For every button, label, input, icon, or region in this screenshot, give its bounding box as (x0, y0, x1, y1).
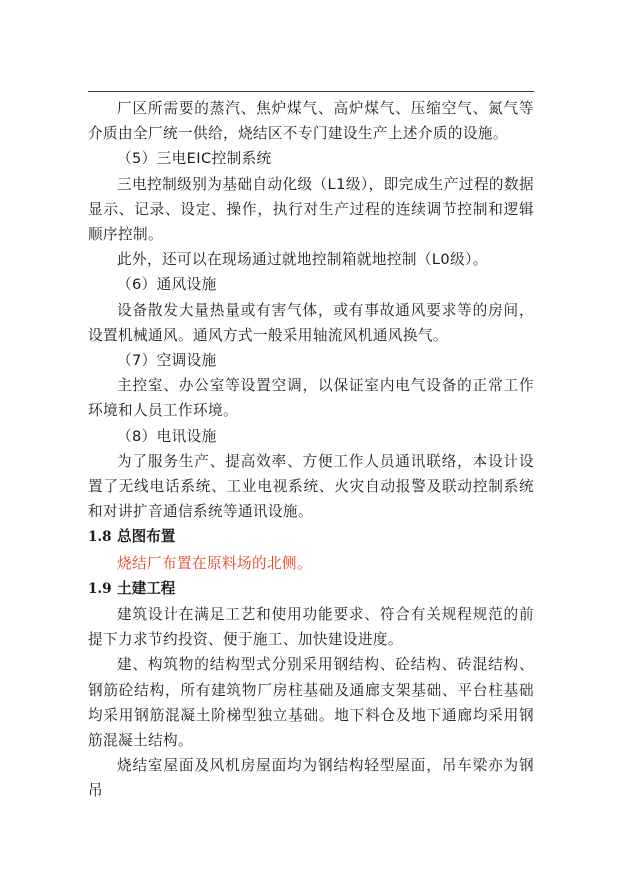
section-heading-general-layout (88, 524, 534, 550)
paragraph-control-level: 三电控制级别为基础自动化级（L1级），即完成生产过程的数据显示、记录、设定、操作，执行对生产过程的连续调节控制和逻辑顺序控制。 (88, 175, 534, 244)
paragraph-ventilation: 设备散发大量热量或有害气体，或有事故通风要求等的房间，设置机械通风。通风方式一般采用轴流风机通风换气。 (88, 301, 534, 344)
list-item-ventilation: （6）通风设施 (117, 276, 217, 294)
paragraph-building-design: 建筑设计在满足工艺和使用功能要求、符合有关规程规范的前提下力求节约投资、便于施工、加快建设进度。 (88, 606, 534, 649)
paragraph-utilities-supply: 厂区所需要的蒸汽、焦炉煤气、高炉煤气、压缩空气、氮气等介质由全厂统一供给，烧结区不专门建设生产上述介质的设施。 (88, 100, 534, 143)
document-page (88, 96, 534, 804)
section-title: 总图布置 (117, 528, 176, 546)
paragraph-telecom: 为了服务生产、提高效率、方便工作人员通讯联络，本设计设置了无线电话系统、工业电视系统、火灾自动报警及联动控制系统和对讲扩音通信系统等通讯设施。 (88, 452, 534, 521)
section-number: 1.8 (88, 529, 112, 546)
list-item-telecom: （8）电讯设施 (117, 427, 217, 445)
list-item-eic-control: （5）三电EIC控制系统 (117, 150, 272, 168)
section-heading-civil-works (88, 576, 534, 602)
section-title: 土建工程 (117, 579, 176, 597)
section-number: 1.9 (88, 580, 112, 597)
header-rule (88, 91, 534, 92)
paragraph-air-conditioning: 主控室、办公室等设置空调，以保证室内电气设备的正常工作环境和人员工作环境。 (88, 377, 534, 420)
paragraph-structure-types: 建、构筑物的结构型式分别采用钢结构、砼结构、砖混结构、钢筋砼结构，所有建筑物厂房柱基础及通廊支架基础、平台柱基础均采用钢筋混凝土阶梯型独立基础。地下料仓及地下通廊均采用钢筋混凝土结构。 (88, 656, 534, 750)
paragraph-general-layout: 烧结厂布置在原料场的北侧。 (117, 554, 312, 572)
list-item-air-conditioning: （7）空调设施 (117, 352, 217, 370)
paragraph-roof-structure: 烧结室屋面及风机房屋面均为钢结构轻型屋面，吊车梁亦为钢吊 (88, 757, 534, 800)
paragraph-local-control: 此外，还可以在现场通过就地控制箱就地控制（L0级）。 (117, 251, 488, 269)
